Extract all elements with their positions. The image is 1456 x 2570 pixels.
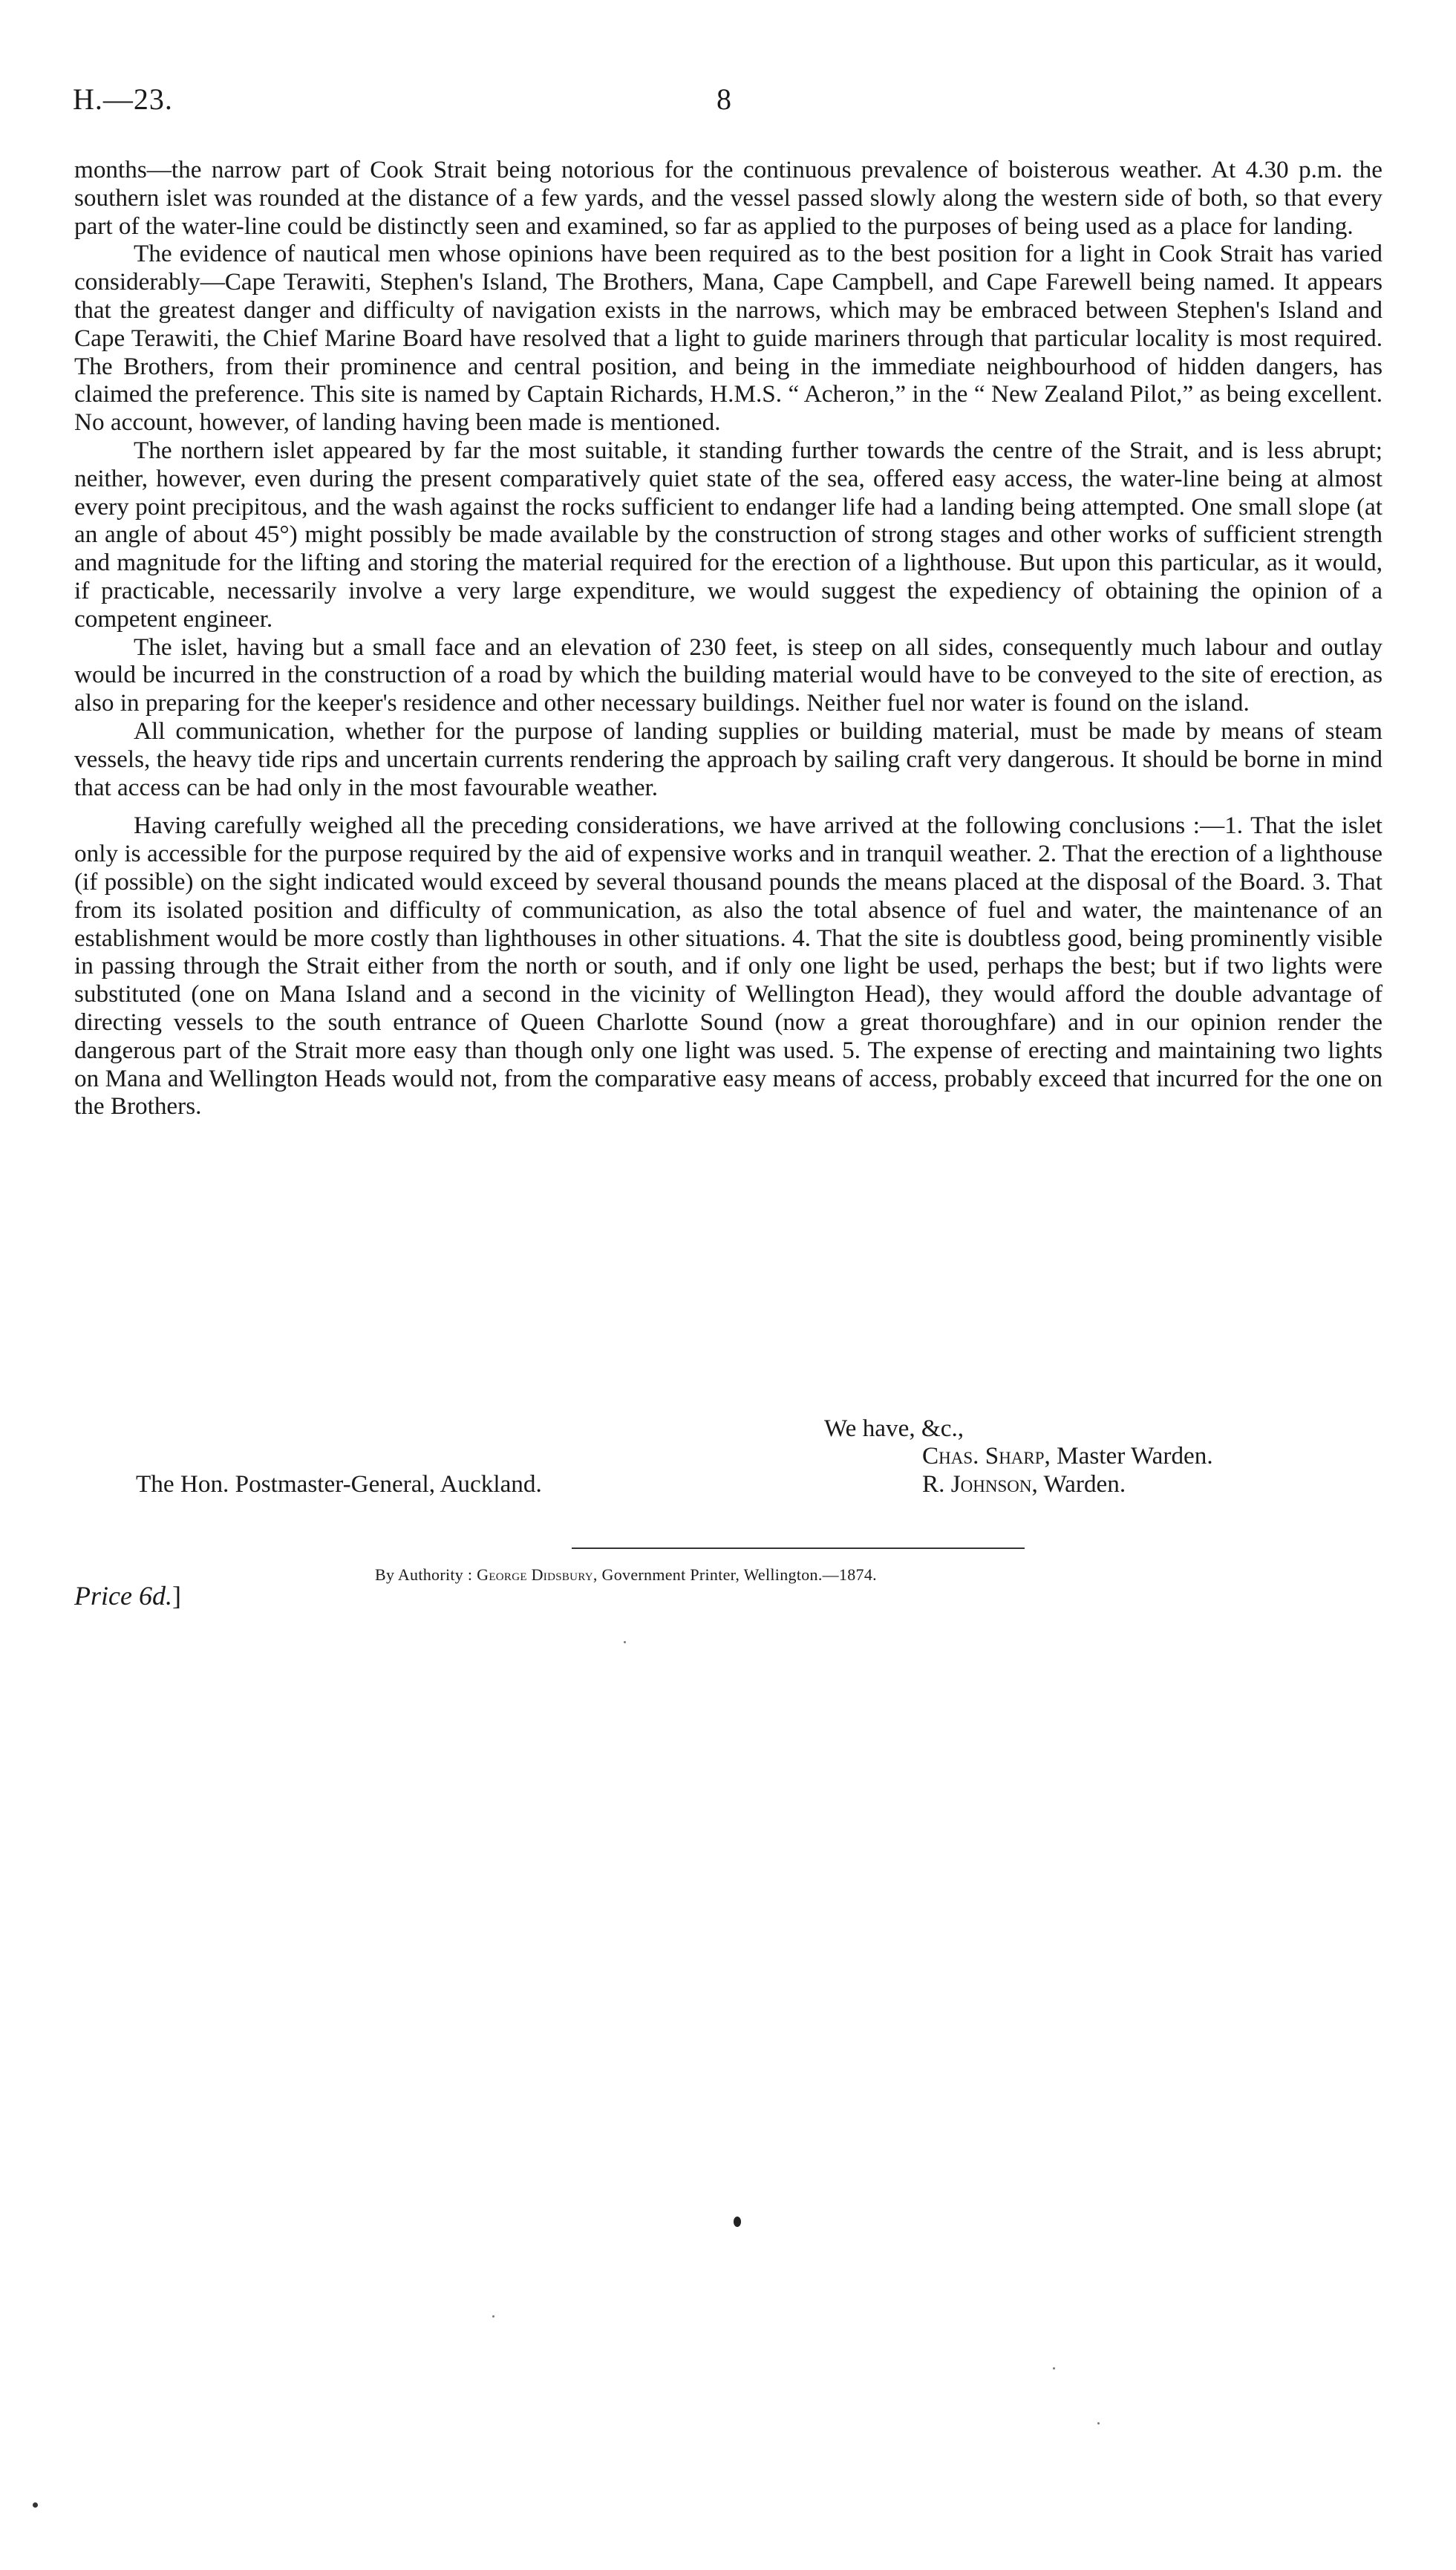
signature-master-warden <box>922 1442 1213 1470</box>
scan-speck <box>33 2502 38 2508</box>
scan-speck <box>624 1641 626 1643</box>
scan-speck <box>734 2217 741 2227</box>
imprint-prefix: By Authority : <box>375 1565 473 1584</box>
paragraph-4: The islet, having but a small face and an elevation of 230 feet, is steep on all sides, consequently much labour and outlay would be incurred in the construction of a road by which the building material would have to be conveyed to the site of erection, as also in preparing for the keeper's residence and other necessary buildings. Neither fuel nor water is found on the island. <box>74 633 1382 717</box>
signatory-name: Chas. Sharp, <box>922 1442 1051 1470</box>
paragraph-2: The evidence of nautical men whose opinions have been required as to the best position for a light in Cook Strait has varied considerably—Cape Terawiti, Stephen's Island, The Brothers, Mana, Cape Campbell, and Cape Farewell being named. It appears that the greatest danger and difficulty of navigation exists in the narrows, which may be embraced between Stephen's Island and Cape Terawiti, the Chief Marine Board have resolved that a light to guide mariners through that particular locality is most required. The Brothers, from their prominence and central position, and being in the immediate neighbourhood of hidden dangers, has claimed the preference. This site is named by Captain Richards, H.M.S. “ Acheron,” in the “ New Zealand Pilot,” as being excellent. No account, however, of landing having been made is mentioned. <box>74 240 1382 437</box>
scan-speck <box>492 2315 494 2318</box>
scan-speck <box>1053 2367 1055 2370</box>
addressee: The Hon. Postmaster-General, Auckland. <box>136 1470 542 1498</box>
signatory-name: R. Johnson, <box>922 1470 1038 1498</box>
price-word: Price <box>74 1581 132 1611</box>
price-value: 6d. <box>138 1581 172 1611</box>
scan-speck <box>1097 2422 1100 2424</box>
letter-closing: We have, &c., <box>824 1415 964 1442</box>
paragraph-3: The northern islet appeared by far the most suitable, it standing further towards the centre of the Strait, and is less abrupt; neither, however, even during the present comparatively quiet state of the sea, offered easy access, the water-line being at almost every point precipitous, and the wash against the rocks sufficient to endanger life had a landing being attempted. One small slope (at an angle of about 45°) might possibly be made available by the construction of strong stages and other works of sufficient strength and magnitude for the lifting and storing the material required for the erection of a lighthouse. But upon this particular, as it would, if practicable, necessarily involve a very large expenditure, we would suggest the expediency of obtaining the opinion of a competent engineer. <box>74 436 1382 633</box>
paragraph-1: months—the narrow part of Cook Strait being notorious for the continuous prevalence of boisterous weather. At 4.30 p.m. the southern islet was rounded at the distance of a few yards, and the vessel passed slowly along the western side of both, so that every part of the water-line could be distinctly seen and examined, so far as applied to the purposes of being used as a place for landing. <box>74 156 1382 240</box>
imprint-printer: George Didsbury, <box>477 1565 598 1584</box>
document-reference: H.—23. <box>73 82 173 116</box>
price-label <box>74 1580 181 1611</box>
signatory-title: Warden. <box>1043 1470 1126 1498</box>
imprint-rest: Government Printer, Wellington.—1874. <box>601 1565 877 1584</box>
signature-warden <box>922 1470 1126 1498</box>
page-number: 8 <box>716 82 731 116</box>
paragraph-5: All communication, whether for the purpose of landing supplies or building material, must be made by means of steam vessels, the heavy tide rips and uncertain currents rendering the approach by sailing craft very dangerous. It should be borne in mind that access can be had only in the most favourable weather. <box>74 717 1382 801</box>
footer-rule <box>572 1547 1025 1549</box>
signatory-title: Master Warden. <box>1057 1442 1213 1470</box>
paragraph-6: Having carefully weighed all the preceding considerations, we have arrived at the following conclusions :—1. That the islet only is accessible for the purpose required by the aid of expensive works and in tranquil weather. 2. That the erection of a lighthouse (if possible) on the sight indicated would exceed by several thousand pounds the means placed at the disposal of the Board. 3. That from its isolated position and difficulty of communication, as also the total absence of fuel and water, the maintenance of an establishment would be more costly than lighthouses in other situations. 4. That the site is doubtless good, being prominently visible in passing through the Strait either from the north or south, and if only one light be used, perhaps the best; but if two lights were substituted (one on Mana Island and a second in the vicinity of Wellington Head), they would afford the double advantage of directing vessels to the south entrance of Queen Charlotte Sound (now a great thoroughfare) and in our opinion render the dangerous part of the Strait more easy than though only one light was used. 5. The expense of erecting and maintaining two lights on Mana and Wellington Heads would not, from the comparative easy means of access, probably exceed that incurred for the one on the Brothers. <box>74 812 1382 1121</box>
price-bracket: ] <box>172 1581 181 1611</box>
letter-body <box>74 156 1382 1121</box>
printer-imprint <box>375 1565 877 1585</box>
